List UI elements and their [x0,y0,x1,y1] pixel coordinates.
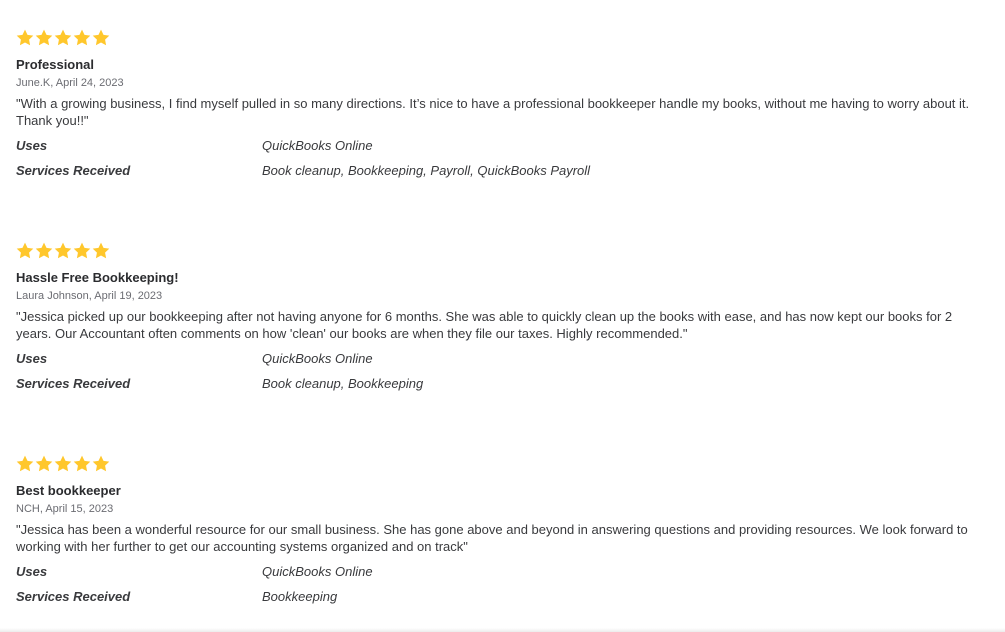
star-icon [16,455,34,472]
services-row [16,588,1001,605]
uses-label: Uses [16,564,48,579]
uses-row [16,137,1001,154]
uses-label: Uses [16,138,48,153]
star-icon [73,455,91,472]
review-author-date: June.K, April 24, 2023 [16,77,124,89]
services-row [16,162,1001,179]
star-icon [16,242,34,259]
uses-row [16,350,1001,367]
review-author-date: Laura Johnson, April 19, 2023 [16,290,163,302]
star-rating [16,28,1001,46]
review-card [16,241,1001,392]
star-rating [16,454,1001,472]
services-value: Book cleanup, Bookkeeping, Payroll, QuickBooks Payroll [262,163,591,178]
uses-value: QuickBooks Online [262,351,373,366]
review-title: Best bookkeeper [16,483,121,498]
review-text: "Jessica has been a wonderful resource for our small business. She has gone above and beyond in answering questions and providing resources. We look forward to working with her further to get our accounting systems organized and on track" [16,522,968,554]
review-card [16,454,1001,605]
review-author-date: NCH, April 15, 2023 [16,503,114,515]
star-icon [54,242,72,259]
star-icon [73,242,91,259]
star-icon [92,455,110,472]
star-icon [35,242,53,259]
star-icon [35,29,53,46]
review-text: "With a growing business, I find myself pulled in so many directions. It’s nice to have a professional bookkeeper handle my books, without me having to worry about it. Thank you!!" [16,96,970,128]
services-value: Book cleanup, Bookkeeping [262,376,424,391]
star-icon [54,29,72,46]
star-icon [16,29,34,46]
review-title: Hassle Free Bookkeeping! [16,270,179,285]
star-rating [16,241,1001,259]
uses-value: QuickBooks Online [262,138,373,153]
uses-value: QuickBooks Online [262,564,373,579]
star-icon [92,29,110,46]
review-title: Professional [16,57,95,72]
services-label: Services Received [16,376,131,391]
star-icon [73,29,91,46]
services-row [16,375,1001,392]
services-value: Bookkeeping [262,589,338,604]
bottom-fade [0,628,1005,632]
star-icon [54,455,72,472]
uses-row [16,563,1001,580]
services-label: Services Received [16,589,131,604]
review-text: "Jessica picked up our bookkeeping after not having anyone for 6 months. She was able to quickly clean up the books with ease, and has now kept our books for 2 years. Our Accountant often comments on how 'clean' our books are when they file our taxes. Highly recommended." [16,309,953,341]
star-icon [35,455,53,472]
star-icon [92,242,110,259]
review-card [16,28,1001,179]
services-label: Services Received [16,163,131,178]
uses-label: Uses [16,351,48,366]
